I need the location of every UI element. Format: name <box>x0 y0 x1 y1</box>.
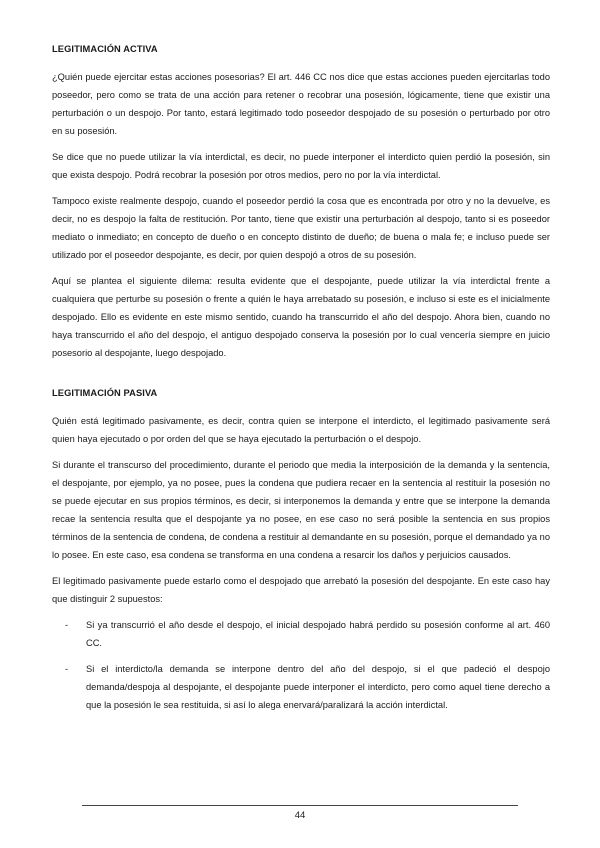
list-item <box>52 616 550 652</box>
section-spacer <box>52 370 550 384</box>
paragraph: ¿Quién puede ejercitar estas acciones posesorias? El art. 446 CC nos dice que estas acciones pueden ejercitarlas todo poseedor, pero como se trata de una acción para retener o recobrar una posesión, lógicamente, tiene que existir una perturbación o un despojo. Por tanto, estará legitimado todo poseedor despojado de su posesión o perturbado por otro en su posesión. <box>52 72 550 136</box>
section-heading-legitimacion-pasiva: LEGITIMACIÓN PASIVA <box>52 388 158 398</box>
paragraph: Quién está legitimado pasivamente, es decir, contra quien se interpone el interdicto, el legitimado pasivamente será quien haya ejecutado o por orden del que se haya ejecutado la perturbación o el despojo. <box>52 416 550 444</box>
paragraph: Se dice que no puede utilizar la vía interdictal, es decir, no puede interponer el interdicto quien perdió la posesión, sin que exista despojo. Podrá recobrar la posesión por otros medios, pero no por la vía interdictal. <box>52 152 550 180</box>
paragraph: El legitimado pasivamente puede estarlo como el despojado que arrebató la posesión del despojante. En este caso hay que distinguir 2 supuestos: <box>52 576 550 604</box>
footer-divider <box>82 805 518 806</box>
bullet-list <box>52 616 550 714</box>
section-heading-legitimacion-activa: LEGITIMACIÓN ACTIVA <box>52 44 158 54</box>
paragraph: Si durante el transcurso del procedimiento, durante el periodo que media la interposición de la demanda y la sentencia, el despojante, por ejemplo, ya no posee, pues la condena que pudiera recaer en la sentencia al restituir la posesión no se puede ejecutar en sus propios términos, es decir, si interponemos la demanda y entre que se interpone la demanda recae la sentencia resulta que el despojante ya no posee, en ese caso no será posible la sentencia en sus propios términos de la sentencia de condena, de condena a restituir al demandante en su posesión, porque el demandado ya no lo posee. En este caso, esa condena se transforma en una condena a resarcir los daños y perjuicios causados. <box>52 460 550 560</box>
page-number: 44 <box>294 810 306 821</box>
paragraph: Tampoco existe realmente despojo, cuando el poseedor perdió la cosa que es encontrada por otro y no la devuelve, es decir, no es despojo la falta de restitución. Por tanto, tiene que existir una perturbación al despojo, tanto si es poseedor mediato o inmediato; en concepto de dueño o en concepto distinto de dueño; de buena o mala fe; e incluso puede ser utilizado por el poseedor despojante, es decir, por quien despojó a otros de su posesión. <box>52 196 550 260</box>
list-item-text: Si ya transcurrió el año desde el despojo, el inicial despojado habrá perdido su posesión conforme al art. 460 CC. <box>86 620 550 648</box>
page-content <box>52 40 550 722</box>
list-item-text: Si el interdicto/la demanda se interpone dentro del año del despojo, si el que padeció el despojo demanda/despoja al despojante, el despojante puede interponer el interdicto, pero como aquel tiene derecho a que la posesión le sea restituida, si así lo alega enervará/paralizará la acción interdictal. <box>86 664 550 710</box>
bullet-dash: - <box>65 664 69 674</box>
list-item <box>52 660 550 714</box>
paragraph: Aquí se plantea el siguiente dilema: resulta evidente que el despojante, puede utilizar la vía interdictal frente a cualquiera que perturbe su posesión o frente a quién le haya arrebatado su posesión, e incluso si este es el inicialmente despojado. Ello es evidente en este mismo sentido, cuando ha transcurrido el año del despojo. Ahora bien, cuando no haya transcurrido el año del despojo, el antiguo despojado conserva la posesión por lo cual vencería siempre en juicio posesorio al despojante, luego despojado. <box>52 276 550 358</box>
bullet-dash: - <box>65 620 69 630</box>
